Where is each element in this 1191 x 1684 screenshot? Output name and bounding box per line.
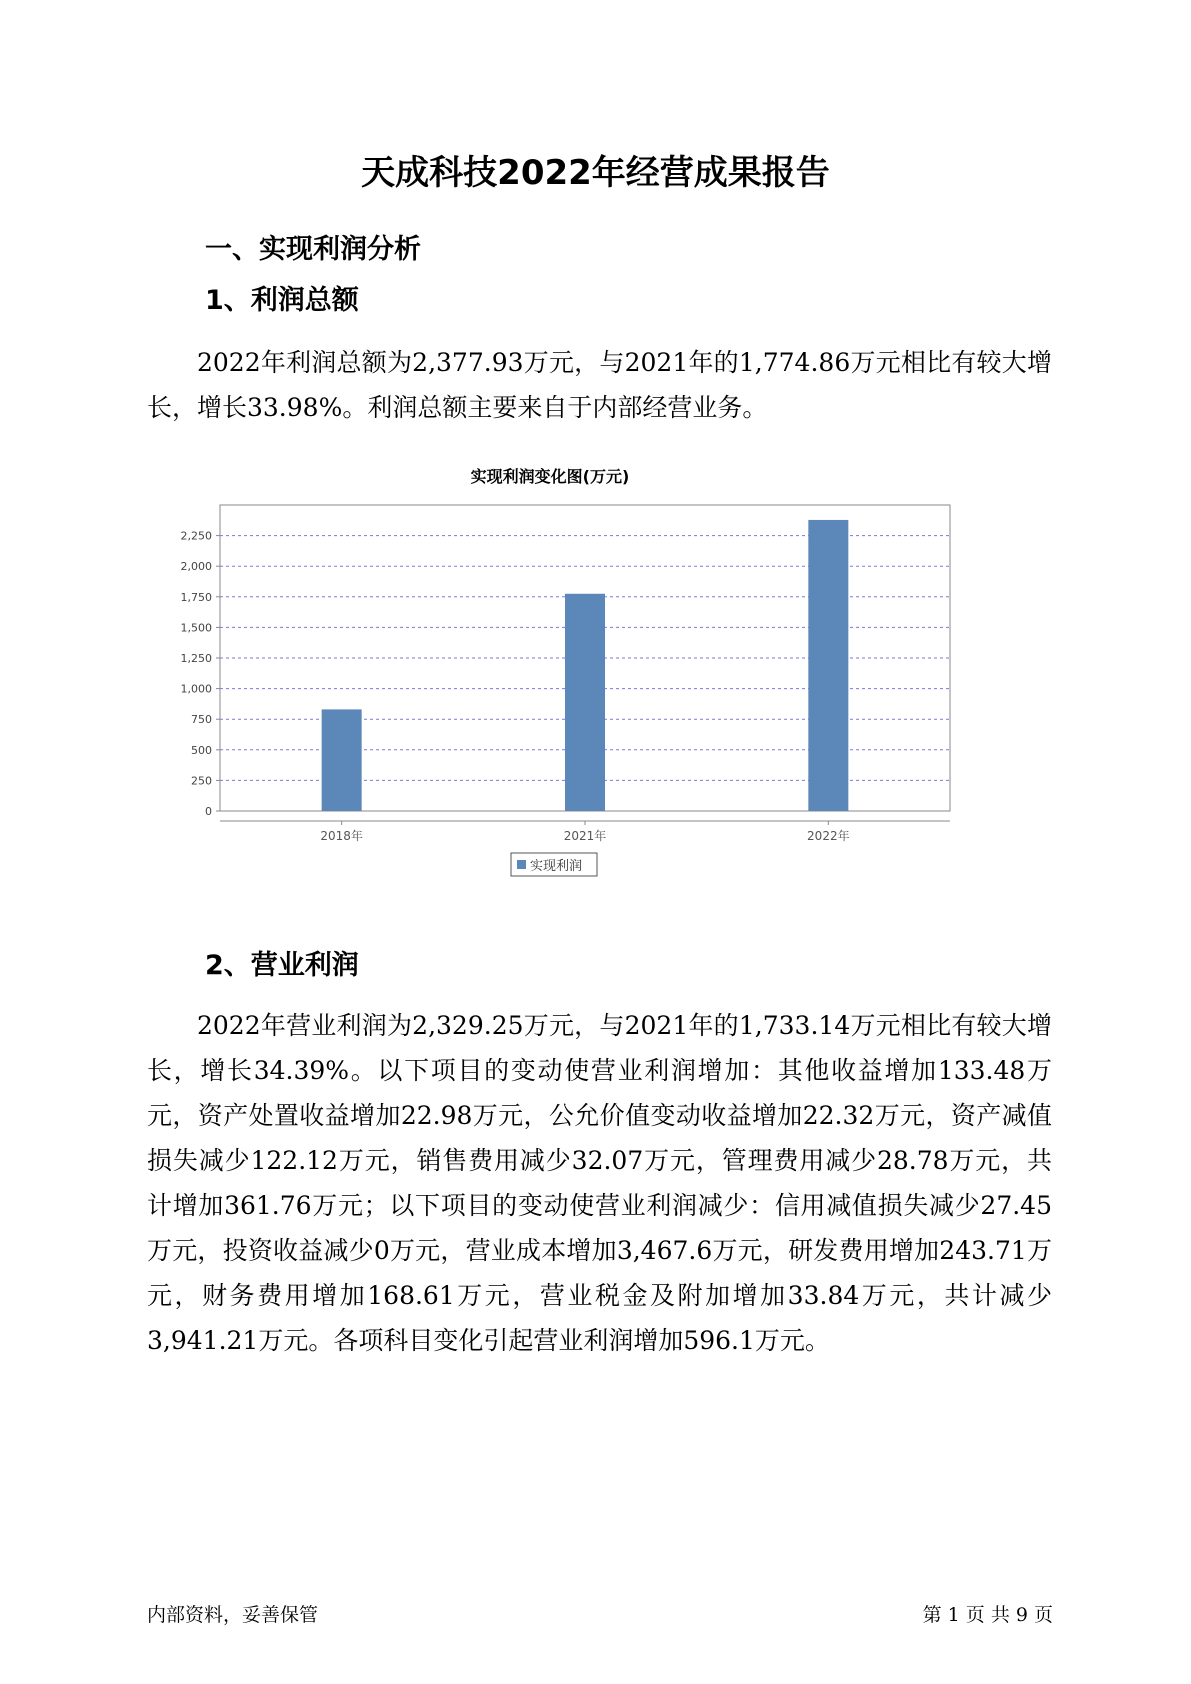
subheading-total-profit: 1、利润总额 — [205, 285, 359, 316]
y-tick-label: 2,250 — [180, 529, 212, 543]
paragraph-operating-profit: 2022年营业利润为2,329.25万元，与2021年的1,733.14万元相比有较大增长，增长34.39%。以下项目的变动使营业利润增加：其他收益增加133.48万元，资产处置收益增加22.98万元，公允价值变动收益增加22.32万元，资产减值损失减少122.12万元，销售费用减少32.07万元，管理费用减少28.78万元，共计增加361.76万元；以下项目的变动使营业利润减少：信用减值损失减少27.45万元，投资收益减少0万元，营业成本增加3,467.6万元，研发费用增加243.71万元，财务费用增加168.61万元，营业税金及附加增加33.84万元，共计减少3,941.21万元。各项科目变化引起营业利润增加596.1万元。 — [147, 1011, 1052, 1355]
x-tick-label: 2021年 — [563, 829, 607, 843]
bar-2021年 — [565, 594, 605, 811]
document-title: 天成科技2022年经营成果报告 — [361, 153, 830, 193]
x-tick-label: 2022年 — [807, 829, 850, 843]
section-heading-profit-analysis: 一、实现利润分析 — [205, 234, 421, 265]
footer-page-number: 第 1 页 共 9 页 — [922, 1604, 1053, 1626]
y-tick-label: 1,000 — [180, 682, 212, 696]
paragraph-total-profit: 2022年利润总额为2,377.93万元，与2021年的1,774.86万元相比有较大增长，增长33.98%。利润总额主要来自于内部经营业务。 — [147, 348, 1052, 422]
legend-swatch — [517, 860, 526, 869]
chart-legend — [511, 853, 597, 876]
profit-bar-chart — [150, 455, 1030, 915]
subheading-operating-profit: 2、营业利润 — [205, 950, 359, 981]
y-tick-label: 750 — [191, 713, 212, 727]
y-tick-label: 500 — [191, 743, 212, 757]
y-tick-label: 1,750 — [180, 590, 212, 604]
y-tick-label: 1,500 — [180, 621, 212, 635]
y-tick-label: 2,000 — [180, 560, 212, 574]
footer-confidential-note: 内部资料，妥善保管 — [147, 1604, 319, 1626]
bar-2018年 — [322, 709, 362, 811]
y-tick-label: 1,250 — [180, 652, 212, 665]
legend-label: 实现利润 — [530, 859, 583, 874]
x-tick-label: 2018年 — [320, 829, 363, 843]
bar-2022年 — [808, 520, 848, 811]
chart-title: 实现利润变化图(万元) — [470, 467, 630, 486]
y-tick-label: 250 — [191, 774, 212, 788]
y-tick-label: 0 — [205, 805, 212, 818]
